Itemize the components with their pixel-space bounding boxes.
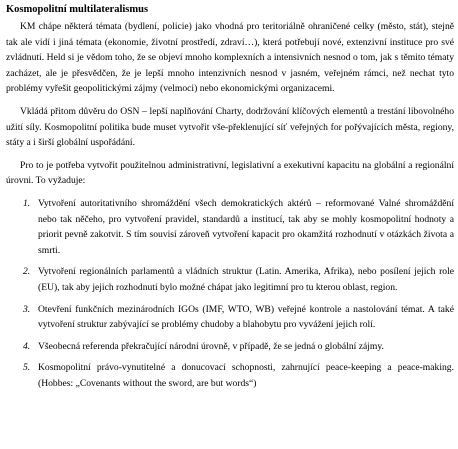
list-item (6, 360, 454, 391)
document-page (6, 3, 454, 397)
list-item-number: 1. (23, 197, 31, 209)
list-item-number: 3. (23, 303, 31, 315)
list-item-text: Vytvoření autoritativního shromáždění všech demokratických aktérů – reformované Valné shromáždění nebo tak něčeho, pro vytvoření pravidel, standardů a institucí, tak aby se mohly kosmopolitní hodnoty a priorit pevně zakotvit. S tím souvisí zároveň vytvoření kapacit pro okamžitá rozhodnutí v otázkách života a smrti. (38, 197, 454, 256)
paragraph-2: Vkládá přitom důvěru do OSN – lepší naplňování Charty, dodržování klíčových elementů a trestání libovolného užití síly. Kosmopolitní politika bude muset vytvořit vše-překlenující síť veřejných for pořývajících města, regiony, státy a i širší globální uspořádání. (6, 105, 454, 149)
list-item-number: 5. (23, 362, 31, 374)
list-item (6, 196, 454, 258)
list-item (6, 302, 454, 333)
list-item-text: Vytvoření regionálních parlamentů a vládních struktur (Latin. Amerika, Afrika), nebo posílení jejich role (EU), tak aby jejich rozhodnutí bylo možné chápat jako legitimní pro tu kterou oblast, region. (38, 266, 454, 293)
list-item (6, 339, 454, 355)
list-item-text: Otevření funkčních mezinárodních IGOs (IMF, WTO, WB) veřejné kontrole a nastolování témat. A také vytvoření struktur zabývající se problémy chudoby a blahobytu pro vyvážení jejich rolí. (38, 303, 454, 331)
list-item-text: Všeobecná referenda překračující národní úrovně, v případě, že se jedná o globální zájmy. (38, 340, 384, 352)
paragraph-3: Pro to je potřeba vytvořit použitelnou administrativní, legislativní a exekutivní kapacitu na globální a regionální úrovni. To vyžaduje: (6, 159, 454, 187)
list-item (6, 264, 454, 295)
requirements-list (6, 196, 454, 392)
list-item-number: 2. (23, 266, 31, 278)
list-item-number: 4. (23, 340, 31, 352)
list-item-text: Kosmopolitní právo-vynutitelné a donucovací schopnosti, zahrnující peace-keeping a peace-making. (Hobbes: „Covenants without the sword, are but words“) (38, 362, 454, 389)
section-heading: Kosmopolitní multilateralismus (6, 4, 149, 15)
paragraph-1: KM chápe některá témata (bydlení, policie) jako vhodná pro teritoriálně ohraničené celky (město, stát), stejně tak ale vidí i jiná témata (ekonomie, životní prostředí, zdraví…), která potřebují nové, extenzivní instituce pro své zvládnutí. Held si je vědom toho, že se objeví mnoho komplexních a intensivních nesnod o tom, jak s těmito tématy zacházet, ale je přesvědčen, že je lepší mnoho intenzivních nesnod v jasném, veřejném rámci, než nechat tyto problémy vyřešit geopolitickými zájmy (velmoci) nebo ekonomickými organizacemi. (6, 21, 454, 95)
